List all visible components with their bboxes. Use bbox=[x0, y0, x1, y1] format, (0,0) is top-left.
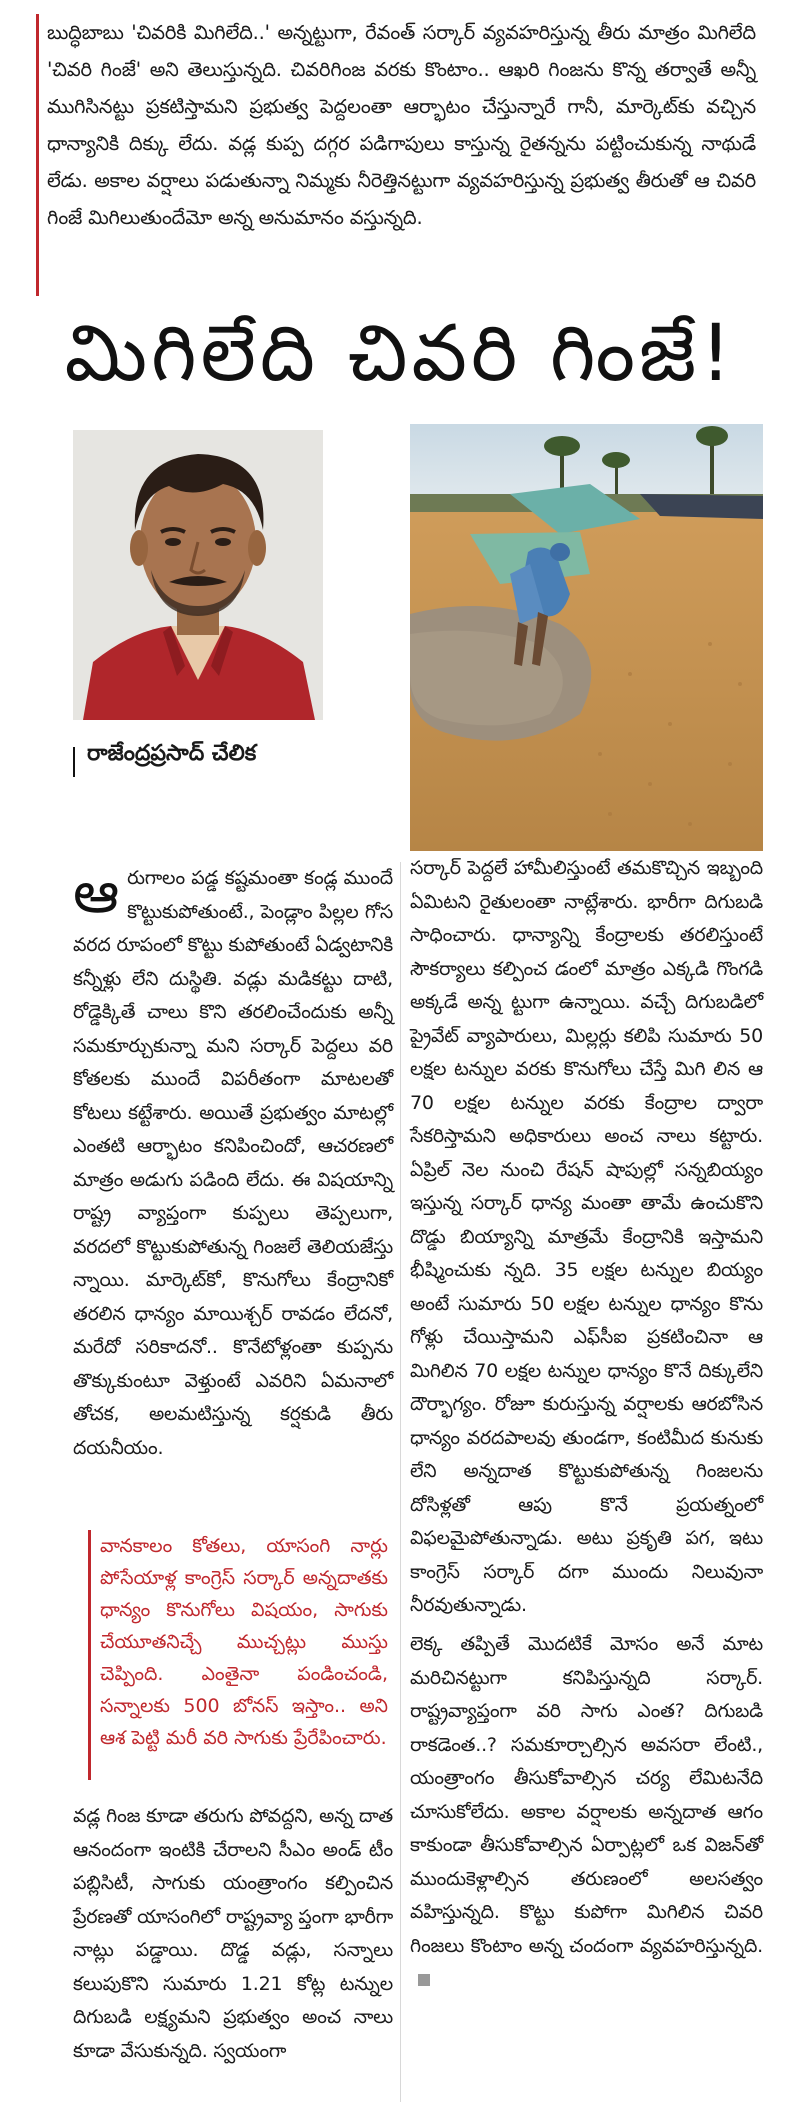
end-mark-icon bbox=[418, 1974, 430, 1986]
paragraph-2: సర్కార్‌ పెద్దలే హామీలిస్తుంటే తమకొచ్చిన ఇబ్బంది ఏమిటని రైతులంతా నాట్లేశారు. భారీగా దిగుబడి సాధించారు. ధాన్యాన్ని కేంద్రాలకు తరలిస్తుంటే సౌకర్యాలు కల్పించ డంలో మాత్రం ఎక్కడి గొంగడి అక్కడే అన్న ట్టుగా ఉన్నాయి. వచ్చే దిగుబడిలో ప్రైవేట్‌ వ్యాపారులు, మిల్లర్లు కలిపి సుమారు 50 లక్షల టన్నుల వరకు కొనుగోలు చేస్తే మిగి లిన ఆ 70 లక్షల టన్నుల వరకు కేంద్రాల ద్వారా సేకరిస్తామని అధికారులు అంచ నాలు కట్టారు. ఏప్రిల్‌ నెల నుంచి రేషన్‌ షాపుల్లో సన్నబియ్యం ఇస్తున్న సర్కార్‌ ధాన్య మంతా తామే ఉంచుకొని దొడ్డు బియ్యాన్ని మాత్రమే కేంద్రానికి ఇస్తామని భీష్మించుకు న్నది. 35 లక్షల టన్నుల బియ్యం అంటే సుమారు 50 లక్షల టన్నుల ధాన్యం కొను గోళ్లు చేయిస్తామని ఎఫ్‌సీఐ ప్రకటించినా ఆ మిగిలిన 70 లక్షల టన్నుల ధాన్యం కొనే దిక్కులేని దౌర్భాగ్యం. రోజూ కురుస్తున్న వర్షాలకు ఆరబోసిన ధాన్యం వరదపాలవు తుండగా, కంటిమీద కునుకు లేని అన్నదాత కొట్టుకుపోతున్న గింజలను దోసిళ్లతో ఆపు కొనే ప్రయత్నంలో విఫలమైపోతున్నాడు. అటు ప్రకృతి పగ, ఇటు కాంగ్రెస్‌ సర్కార్‌ దగా ముందు నిలువునా నీరవుతున్నాడు. bbox=[410, 857, 763, 1616]
intro-box bbox=[36, 14, 756, 296]
paragraph-4 bbox=[410, 1628, 763, 1997]
author-name: రాజేంద్రప్రసాద్‌ చేలిక bbox=[87, 741, 257, 766]
paragraph-1-text: రుగాలం పడ్డ కష్టమంతా కండ్ల ముందే కొట్టుకుపోతుంటే., పెండ్లాం పిల్లల గోస వరద రూపంలో కొట్టు కుపోతుంటే ఏడ్వటానికి కన్నీళ్లు లేని దుస్థితి. వడ్లు మడికట్టు దాటి, రోడ్డెక్కితే చాలు కొని తరలించేందుకు అన్నీ సమకూర్చుకున్నా మని సర్కార్‌ పెద్దలు వరి కోతలకు ముందే విపరీతంగా మాటలతో కోటలు కట్టేశారు. అయితే ప్రభుత్వం మాటల్లో ఎంతటి ఆర్భాటం కనిపించిందో, ఆచరణలో మాత్రం అడుగు పడింది లేదు. ఈ విషయాన్ని రాష్ట్ర వ్యాప్తంగా కుప్పలు తెప్పలుగా, వరదలో కొట్టుకుపోతున్న గింజలే తెలియజేస్తు న్నాయి. మార్కెట్‌కో, కొనుగోలు కేంద్రానికో తరలిన ధాన్యం మాయిశ్చర్‌ రావడం లేదనో, మరేదో సరికాదనో.. కొనేటోళ్లంతా కుప్పను తొక్కుకుంటూ వెళ్తుంటే ఎవరిని ఏమనాలో తోచక, అలమటిస్తున్న కర్షకుడి తీరు దయనీయం. bbox=[73, 867, 393, 1459]
article-column-left bbox=[73, 858, 393, 1465]
drop-cap: ఆ bbox=[73, 858, 120, 926]
byline-block bbox=[73, 733, 403, 773]
headline: మిగిలేది చివరి గింజే! bbox=[64, 309, 736, 399]
intro-text: బుద్ధిబాబు 'చివరికి మిగిలేది..' అన్నట్టుగా, రేవంత్‌ సర్కార్‌ వ్యవహరిస్తున్న తీరు మాత్రం మిగిలేది 'చివరి గింజే' అని తెలుస్తున్నది. చివరిగింజ వరకు కొంటాం.. ఆఖరి గింజను కొన్న తర్వాతే అన్నీ ముగిసినట్టు ప్రకటిస్తామని ప్రభుత్వ పెద్దలంతా ఆర్భాటం చేస్తున్నారే గానీ, మార్కెట్‌కు వచ్చిన ధాన్యానికి దిక్కు లేదు. వడ్ల కుప్ప దగ్గర పడిగాపులు కాస్తున్న రైతన్నను పట్టించుకున్న నాథుడే లేడు. అకాల వర్షాలు పడుతున్నా నిమ్మకు నీరెత్తినట్టుగా వ్యవహరిస్తున్న ప్రభుత్వ తీరుతో ఆ చివరి గింజే మిగిలుతుందేమో అన్న అనుమానం వస్తున్నది. bbox=[47, 21, 756, 229]
grain-field-photo bbox=[410, 424, 763, 851]
paragraph-3: వడ్ల గింజ కూడా తరుగు పోవద్దని, అన్న దాత ఆనందంగా ఇంటికి చేరాలని సీఎం అండ్‌ టీం పబ్లిసిటీ, సాగుకు యంత్రాంగం కల్పించిన ప్రేరణతో యాసంగిలో రాష్ట్రవ్యా ప్తంగా భారీగా నాట్లు పడ్డాయి. దొడ్డ వడ్లు, సన్నాలు కలుపుకొని సుమారు 1.21 కోట్ల టన్నుల దిగుబడి లక్ష్యమని ప్రభుత్వం అంచ నాలు కూడా వేసుకున్నది. స్వయంగా bbox=[73, 1805, 393, 2062]
article-column-right-lower bbox=[410, 1628, 763, 1997]
byline-rule bbox=[73, 747, 75, 777]
column-divider bbox=[400, 862, 401, 2102]
grain-field-illustration bbox=[410, 424, 763, 851]
article-column-left-lower bbox=[73, 1800, 393, 2068]
article-column-right bbox=[410, 852, 763, 1623]
pull-quote-text: వానకాలం కోతలు, యాసంగి నార్లు పోసేయాళ్ల కాంగ్రెస్‌ సర్కార్‌ అన్నదాతకు ధాన్యం కొనుగోలు విషయం, సాగుకు చేయూతనిచ్చే ముచ్చట్లు ముస్తు చెప్పింది. ఎంతైనా పండించండి, సన్నాలకు 500 బోనస్‌ ఇస్తాం.. అని ఆశ పెట్టి మరీ వరి సాగుకు ప్రేరేపించారు. bbox=[100, 1535, 388, 1749]
paragraph-4-text: లెక్క తప్పితే మొదటికే మోసం అనే మాట మరిచినట్టుగా కనిపిస్తున్నది సర్కార్‌. రాష్ట్రవ్యాప్తంగా వరి సాగు ఎంత? దిగుబడి రాకడెంత..? సమకూర్చాల్సిన అవసరా లేంటి., యంత్రాంగం తీసుకోవాల్సిన చర్య లేమిటనేది చూసుకోలేదు. అకాల వర్షాలకు అన్నదాత ఆగం కాకుండా తీసుకోవాల్సిన ఏర్పాట్లలో ఒక విజన్‌తో ముందుకెళ్లాల్సిన తరుణంలో అలసత్వం వహిస్తున్నది. కొట్టు కుపోగా మిగిలిన చివరి గింజలు కొంటాం అన్న చందంగా వ్యవహరిస్తున్నది. bbox=[410, 1633, 763, 1957]
pull-quote bbox=[88, 1530, 388, 1780]
paragraph-1 bbox=[73, 858, 393, 1465]
author-photo bbox=[73, 430, 323, 720]
author-photo-illustration bbox=[73, 430, 323, 720]
